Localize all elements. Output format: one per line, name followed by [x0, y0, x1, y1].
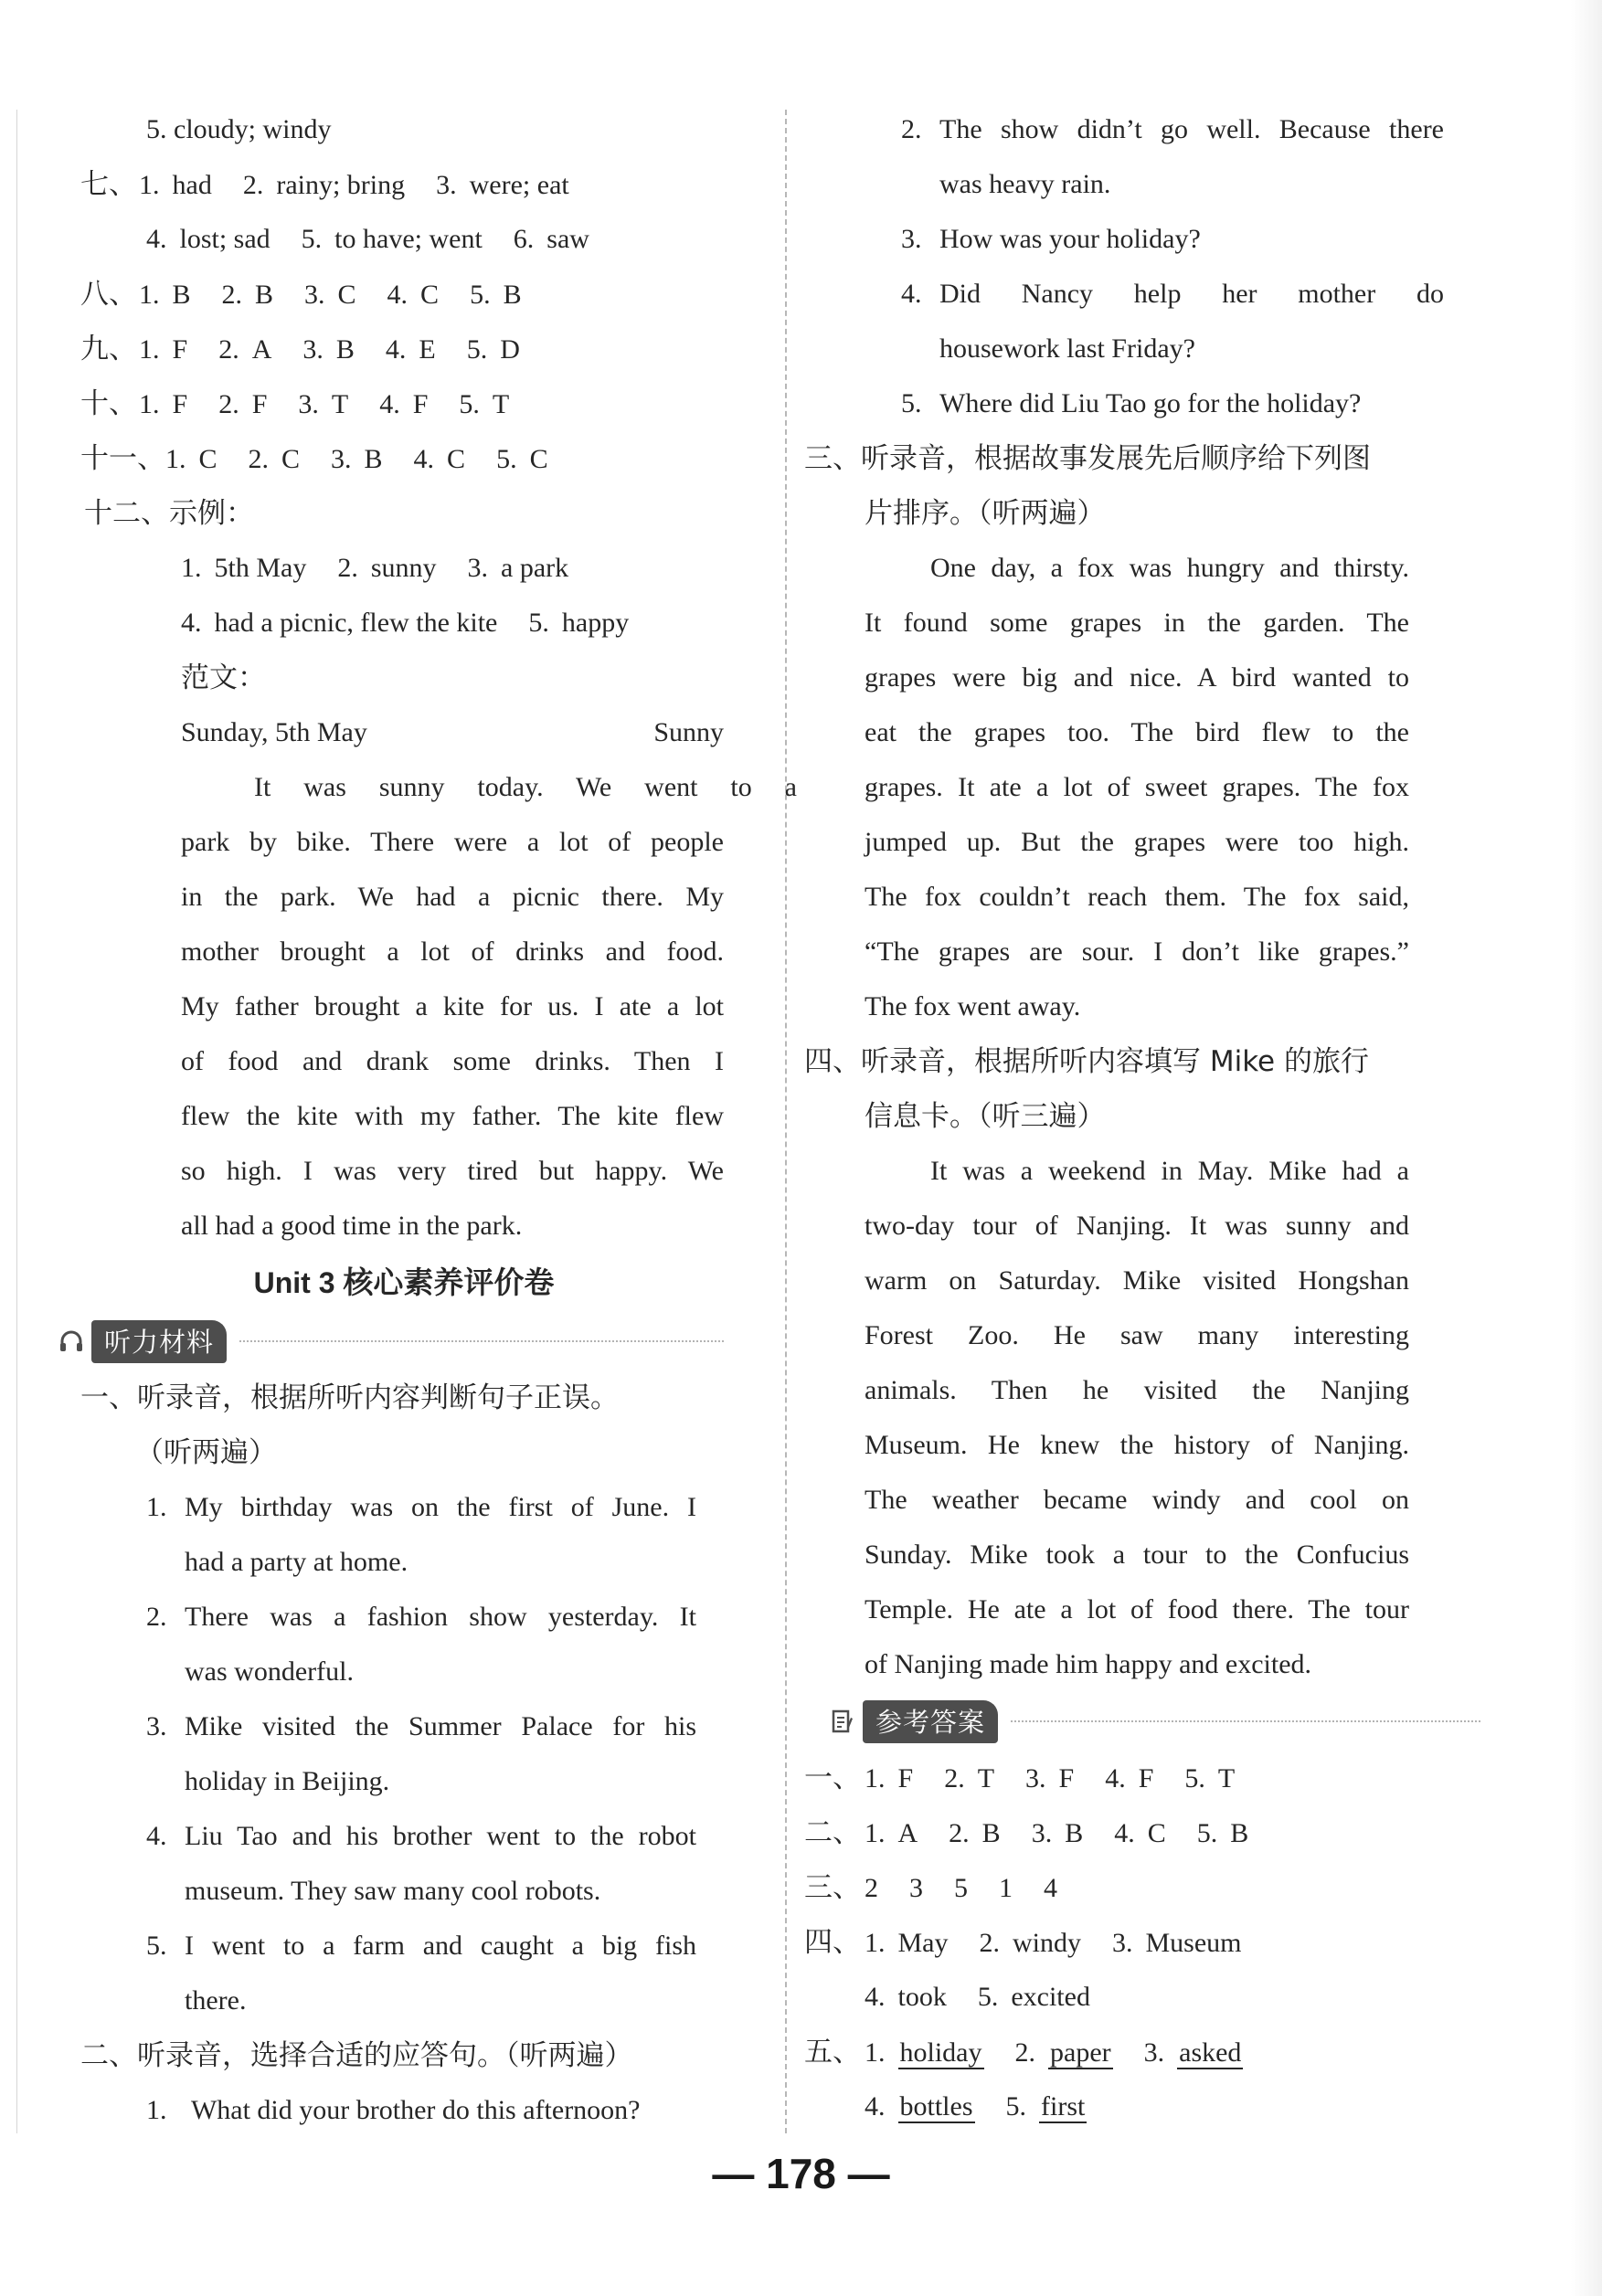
- item-text: My birthday was on the first of June. I: [185, 1492, 696, 1522]
- item-text: Did Nancy help her mother do: [939, 279, 1444, 309]
- item-text: museum. They saw many cool robots.: [185, 1876, 601, 1906]
- listening-material-badge: 听力材料: [91, 1320, 227, 1363]
- answer-item: 2.: [242, 170, 264, 200]
- story-line: The weather became windy and cool on: [865, 1485, 1409, 1515]
- answer-item-number: 1.: [865, 2037, 886, 2068]
- answer-row-label: 十一、: [80, 442, 165, 475]
- diary-line: so high. I was very tired but happy. We: [181, 1156, 724, 1186]
- answer-row: [80, 267, 724, 322]
- item-text: was wonderful.: [185, 1656, 354, 1687]
- answer-item: T: [492, 389, 510, 419]
- item-text: I went to a farm and caught a big fish: [185, 1931, 696, 1961]
- story-line: eat the grapes too. The bird flew to the: [865, 717, 1409, 747]
- item-text: housework last Friday?: [939, 333, 1195, 364]
- story-line: grapes. It ate a lot of sweet grapes. The fox: [865, 772, 1409, 802]
- numbered-line: [841, 102, 1480, 157]
- answer-row-label: 七、: [80, 168, 137, 201]
- item-text: Where did Liu Tao go for the holiday?: [939, 388, 1362, 418]
- unit-title-cn: 核心素养评价卷: [343, 1264, 555, 1300]
- example-label: 十二、: [84, 497, 169, 530]
- page-number: — 178 —: [712, 2150, 890, 2197]
- numbered-line: [84, 1809, 724, 1864]
- example-item: a park: [501, 553, 569, 583]
- answer-item: C: [198, 444, 217, 474]
- answer-item: 4.: [1105, 1763, 1126, 1793]
- numbered-line: [841, 157, 1480, 212]
- answer-item: F: [251, 389, 268, 419]
- answer-item: 5: [954, 1873, 968, 1903]
- underlined-answer: first: [1041, 2091, 1086, 2121]
- numbered-line: [84, 1535, 724, 1590]
- answer-row: [804, 1970, 1480, 2025]
- left-column: [80, 102, 797, 2138]
- item-text: holiday in Beijing.: [185, 1766, 390, 1796]
- answer-item: 3.: [298, 389, 319, 419]
- item-number: 3.: [146, 1711, 167, 1741]
- answer-item: 2.: [979, 1928, 1000, 1958]
- example-line-2: [84, 596, 724, 651]
- example-heading: [84, 486, 724, 541]
- answer-item: C: [529, 444, 548, 474]
- answer-row: [804, 1915, 1480, 1970]
- answer-item: 1.: [865, 1818, 886, 1848]
- diary-line: all had a good time in the park.: [181, 1211, 523, 1241]
- answer-item: F: [897, 1763, 914, 1793]
- answer-row-label: 二、: [804, 1816, 861, 1849]
- story-line: It was a weekend in May. Mike had a: [930, 1156, 1409, 1186]
- item-text: What did your brother do this afternoon?: [190, 2095, 641, 2125]
- example-item: 5th May: [214, 553, 307, 583]
- answer-row-label: 五、: [804, 2036, 861, 2069]
- item-number-spacer: [146, 1864, 185, 1919]
- right-column: [804, 102, 1480, 2134]
- answer-row: [80, 322, 724, 376]
- example-item: 2.: [337, 553, 358, 583]
- item-number: 5.: [146, 1931, 167, 1961]
- answer-item: 2: [865, 1873, 878, 1903]
- answer-item: to have; went: [334, 224, 483, 254]
- answer-item: C: [281, 444, 301, 474]
- answer-5-line-1: [804, 2025, 1480, 2079]
- item-number: 4.: [146, 1821, 167, 1851]
- answer-row: [804, 1751, 1480, 1805]
- column-divider: [785, 110, 787, 2133]
- header-dotted-rule: [239, 1340, 724, 1342]
- answer-row: [80, 157, 724, 212]
- story-line: animals. Then he visited the Nanjing: [865, 1375, 1409, 1405]
- diary-body: [84, 760, 797, 1254]
- answer-item: 2.: [949, 1818, 970, 1848]
- answer-item: excited: [1011, 1982, 1090, 2012]
- answer-item: 5.: [470, 280, 491, 310]
- item-number-spacer: [146, 1645, 185, 1699]
- answer-key-list: [804, 1751, 1480, 2025]
- answer-item: F: [172, 334, 188, 365]
- answer-item: E: [419, 334, 436, 365]
- item-text: The show didn’t go well. Because there: [939, 114, 1444, 144]
- story-line: of Nanjing made him happy and excited.: [865, 1649, 1312, 1679]
- answer-item: 1.: [865, 1928, 886, 1958]
- section4-title: 四、听录音，根据所听内容填写 Mike 的旅行: [804, 1045, 1369, 1078]
- example-item: 3.: [467, 553, 489, 583]
- item-text: There was a fashion show yesterday. It: [185, 1602, 696, 1632]
- item-number-spacer: [146, 1754, 185, 1809]
- item-text: How was your holiday?: [939, 224, 1201, 254]
- answer-item: 3.: [302, 334, 324, 365]
- item-number: 3.: [901, 224, 922, 254]
- example-item: 5.: [528, 608, 549, 638]
- answer-item: 2.: [944, 1763, 965, 1793]
- story-line: grapes were big and nice. A bird wanted to: [865, 662, 1409, 693]
- section1-items: [84, 1480, 724, 2028]
- section2-items-continued: [841, 102, 1480, 431]
- underlined-answer: asked: [1179, 2037, 1242, 2068]
- answer-item: B: [981, 1818, 1001, 1848]
- answer-item: had: [172, 170, 212, 200]
- story-line: The fox went away.: [865, 991, 1081, 1021]
- answer-item: saw: [546, 224, 589, 254]
- numbered-line: [841, 322, 1480, 376]
- diary-line: park by bike. There were a lot of people: [181, 827, 724, 857]
- answer-row: [80, 102, 724, 157]
- section4-story: [841, 1144, 1480, 1692]
- answer-item-number: 2.: [1014, 2037, 1035, 2068]
- answer-item: 6.: [513, 224, 535, 254]
- answer-row: [804, 1860, 1480, 1915]
- example-item: had a picnic, flew the kite: [214, 608, 498, 638]
- story-line: warm on Saturday. Mike visited Hongshan: [865, 1265, 1409, 1296]
- answer-item: C: [420, 280, 440, 310]
- item-text: Mike visited the Summer Palace for his: [185, 1711, 696, 1741]
- diary-line: in the park. We had a picnic there. My: [181, 882, 724, 912]
- answer-item: 5.: [466, 334, 488, 365]
- example-word: 示例：: [169, 497, 254, 530]
- example-line-1: [84, 541, 724, 596]
- answer-item: 2.: [221, 280, 243, 310]
- answer-item: T: [331, 389, 349, 419]
- item-text: had a party at home.: [185, 1547, 408, 1577]
- answer-item: 4: [1044, 1873, 1057, 1903]
- document-icon: [828, 1707, 857, 1736]
- answer-key-header: [828, 1692, 1480, 1751]
- answer-item: 4.: [385, 334, 407, 365]
- answer-item: 2.: [218, 389, 239, 419]
- answer-item: B: [1065, 1818, 1084, 1848]
- item-number-spacer: [901, 157, 939, 212]
- answer-row-label: 四、: [804, 1926, 861, 1959]
- item-number-spacer: [146, 1973, 185, 2028]
- answer-item: windy: [1013, 1928, 1081, 1958]
- item-text: Liu Tao and his brother went to the robot: [185, 1821, 696, 1851]
- diary-date: Sunday, 5th May: [181, 717, 367, 747]
- answer-row-label: 三、: [804, 1871, 861, 1904]
- answer-row: [80, 431, 724, 486]
- answer-item: F: [172, 389, 188, 419]
- left-margin-rule: [16, 110, 17, 2133]
- answer-row-label: 八、: [80, 278, 137, 311]
- example-item: sunny: [370, 553, 437, 583]
- model-essay-label: 范文：: [181, 661, 266, 694]
- section3-story: [841, 541, 1480, 1034]
- answer-item-number: 3.: [1143, 2037, 1165, 2068]
- answer-item: 3.: [1025, 1763, 1046, 1793]
- story-line: It found some grapes in the garden. The: [865, 608, 1409, 638]
- answer-item: were; eat: [469, 170, 569, 200]
- answer-item: 5.: [977, 1982, 999, 2012]
- story-line: Temple. He ate a lot of food there. The tour: [865, 1594, 1409, 1624]
- numbered-line: [84, 1919, 724, 1973]
- section2-item-1: [84, 2083, 724, 2138]
- diary-line: mother brought a lot of drinks and food.: [181, 936, 724, 967]
- section1-note: （听两遍）: [135, 1436, 277, 1469]
- story-line: two-day tour of Nanjing. It was sunny and: [865, 1211, 1409, 1241]
- answer-item: 1.: [865, 1763, 886, 1793]
- item-number-spacer: [146, 1535, 185, 1590]
- answer-item: 2.: [218, 334, 239, 365]
- answer-item: F: [1138, 1763, 1154, 1793]
- diary-line: of food and drank some drinks. Then I: [181, 1046, 724, 1076]
- answer-list-top: [80, 102, 724, 486]
- answer-item: 4.: [379, 389, 400, 419]
- answer-item: 4.: [865, 1982, 886, 2012]
- answer-item: T: [977, 1763, 995, 1793]
- answer-item: 1.: [139, 389, 160, 419]
- answer-item: 1.: [139, 334, 160, 365]
- answer-item: A: [897, 1818, 918, 1848]
- underlined-answer: bottles: [899, 2091, 973, 2121]
- numbered-line: [84, 1699, 724, 1754]
- answer-item: 1.: [139, 280, 160, 310]
- section1-title: 一、听录音，根据所听内容判断句子正误。: [80, 1381, 619, 1414]
- headphones-icon: [57, 1327, 86, 1356]
- answer-item: C: [447, 444, 466, 474]
- example-item: happy: [561, 608, 630, 638]
- listening-material-header: [57, 1312, 724, 1370]
- answer-item: 1.: [139, 170, 160, 200]
- item-number: 2.: [901, 114, 922, 144]
- example-item: 1.: [181, 553, 202, 583]
- diary-header: [84, 705, 724, 760]
- section2-title: 二、听录音，选择合适的应答句。（听两遍）: [80, 2039, 633, 2072]
- answer-item: B: [172, 280, 191, 310]
- answer-item: B: [335, 334, 355, 365]
- story-line: Sunday. Mike took a tour to the Confucius: [865, 1539, 1409, 1570]
- answer-item: 5.: [1184, 1763, 1205, 1793]
- underlined-answer: paper: [1050, 2037, 1111, 2068]
- story-line: “The grapes are sour. I don’t like grapes.”: [865, 936, 1409, 967]
- page-edge-shadow: [1571, 0, 1602, 2296]
- model-essay-label-line: [84, 651, 724, 705]
- answer-item: Museum: [1145, 1928, 1242, 1958]
- answer-item: A: [251, 334, 272, 365]
- example-item: 4.: [181, 608, 202, 638]
- answer-row-label: 十、: [80, 387, 137, 420]
- answer-item: rainy; bring: [276, 170, 406, 200]
- numbered-line: [841, 267, 1480, 322]
- answer-item: 3.: [1112, 1928, 1133, 1958]
- answer-item: B: [364, 444, 383, 474]
- answer-item: 3.: [304, 280, 325, 310]
- item-number: 1.: [146, 2095, 167, 2125]
- answer-item: took: [897, 1982, 947, 2012]
- answer-item: B: [255, 280, 274, 310]
- section3-title: 三、听录音，根据故事发展先后顺序给下列图: [804, 442, 1371, 475]
- answer-row: [804, 1805, 1480, 1860]
- answer-row-label: 九、: [80, 333, 137, 365]
- answer-item: B: [503, 280, 522, 310]
- item-number-spacer: [901, 322, 939, 376]
- numbered-line: [84, 1590, 724, 1645]
- unit-title: [84, 1254, 724, 1312]
- item-number: 5.: [901, 388, 922, 418]
- answer-row: [80, 376, 724, 431]
- story-line: Forest Zoo. He saw many interesting: [865, 1320, 1409, 1350]
- answer-item: 5.: [1196, 1818, 1218, 1848]
- answer-item: B: [1230, 1818, 1249, 1848]
- answer-row: [80, 212, 724, 267]
- answer-item: D: [500, 334, 520, 365]
- diary-line: flew the kite with my father. The kite flew: [181, 1101, 724, 1131]
- numbered-line: [84, 1973, 724, 2028]
- numbered-line: [84, 1645, 724, 1699]
- unit-title-en: Unit 3: [253, 1266, 335, 1299]
- answer-item-number: 5.: [1005, 2091, 1026, 2121]
- answer-5-line-2: [804, 2079, 1480, 2134]
- answer-item: 2.: [248, 444, 270, 474]
- answer-item: 4.: [387, 280, 408, 310]
- answer-item: 5.: [459, 389, 480, 419]
- answer-item: F: [412, 389, 429, 419]
- item-number: 1.: [146, 1492, 167, 1522]
- answer-item-number: 4.: [865, 2091, 886, 2121]
- answer-item: 4.: [146, 224, 167, 254]
- numbered-line: [84, 1864, 724, 1919]
- story-line: The fox couldn’t reach them. The fox said,: [865, 882, 1409, 912]
- answer-item: C: [1147, 1818, 1166, 1848]
- answer-item: 1: [999, 1873, 1013, 1903]
- diary-line: It was sunny today. We went to a: [254, 772, 797, 802]
- answer-item: 3.: [1031, 1818, 1053, 1848]
- answer-key-badge: 参考答案: [863, 1700, 998, 1743]
- numbered-line: [841, 212, 1480, 267]
- underlined-answer: holiday: [899, 2037, 982, 2068]
- answer-item: 4.: [413, 444, 435, 474]
- answer-item: May: [897, 1928, 949, 1958]
- section3-title-2: 片排序。（听两遍）: [865, 497, 1106, 530]
- numbered-line: [84, 1754, 724, 1809]
- item-number: 2.: [146, 1602, 167, 1632]
- numbered-line: [841, 376, 1480, 431]
- answer-item: T: [1217, 1763, 1236, 1793]
- answer-item: lost; sad: [179, 224, 271, 254]
- answer-item: 3.: [331, 444, 352, 474]
- story-line: Museum. He knew the history of Nanjing.: [865, 1430, 1409, 1460]
- answer-item: 1.: [165, 444, 186, 474]
- answer-item: 3: [909, 1873, 923, 1903]
- answer-item: 3.: [436, 170, 457, 200]
- item-number: 4.: [901, 279, 922, 309]
- answer-item: C: [337, 280, 356, 310]
- story-line: jumped up. But the grapes were too high.: [865, 827, 1409, 857]
- item-text: was heavy rain.: [939, 169, 1111, 199]
- answer-row-label: 一、: [804, 1762, 861, 1794]
- answer-item: 5.: [301, 224, 323, 254]
- section4-title-2: 信息卡。（听三遍）: [865, 1100, 1106, 1133]
- item-text: there.: [185, 1985, 247, 2016]
- diary-weather: Sunny: [653, 717, 724, 747]
- numbered-line: [84, 1480, 724, 1535]
- answer-item: 5. cloudy; windy: [146, 114, 332, 144]
- answer-item: 4.: [1114, 1818, 1135, 1848]
- answer-item: 5.: [496, 444, 517, 474]
- answer-item: F: [1058, 1763, 1075, 1793]
- story-line: One day, a fox was hungry and thirsty.: [930, 553, 1409, 583]
- header-dotted-rule: [1011, 1720, 1480, 1722]
- diary-line: My father brought a kite for us. I ate a lot: [181, 991, 724, 1021]
